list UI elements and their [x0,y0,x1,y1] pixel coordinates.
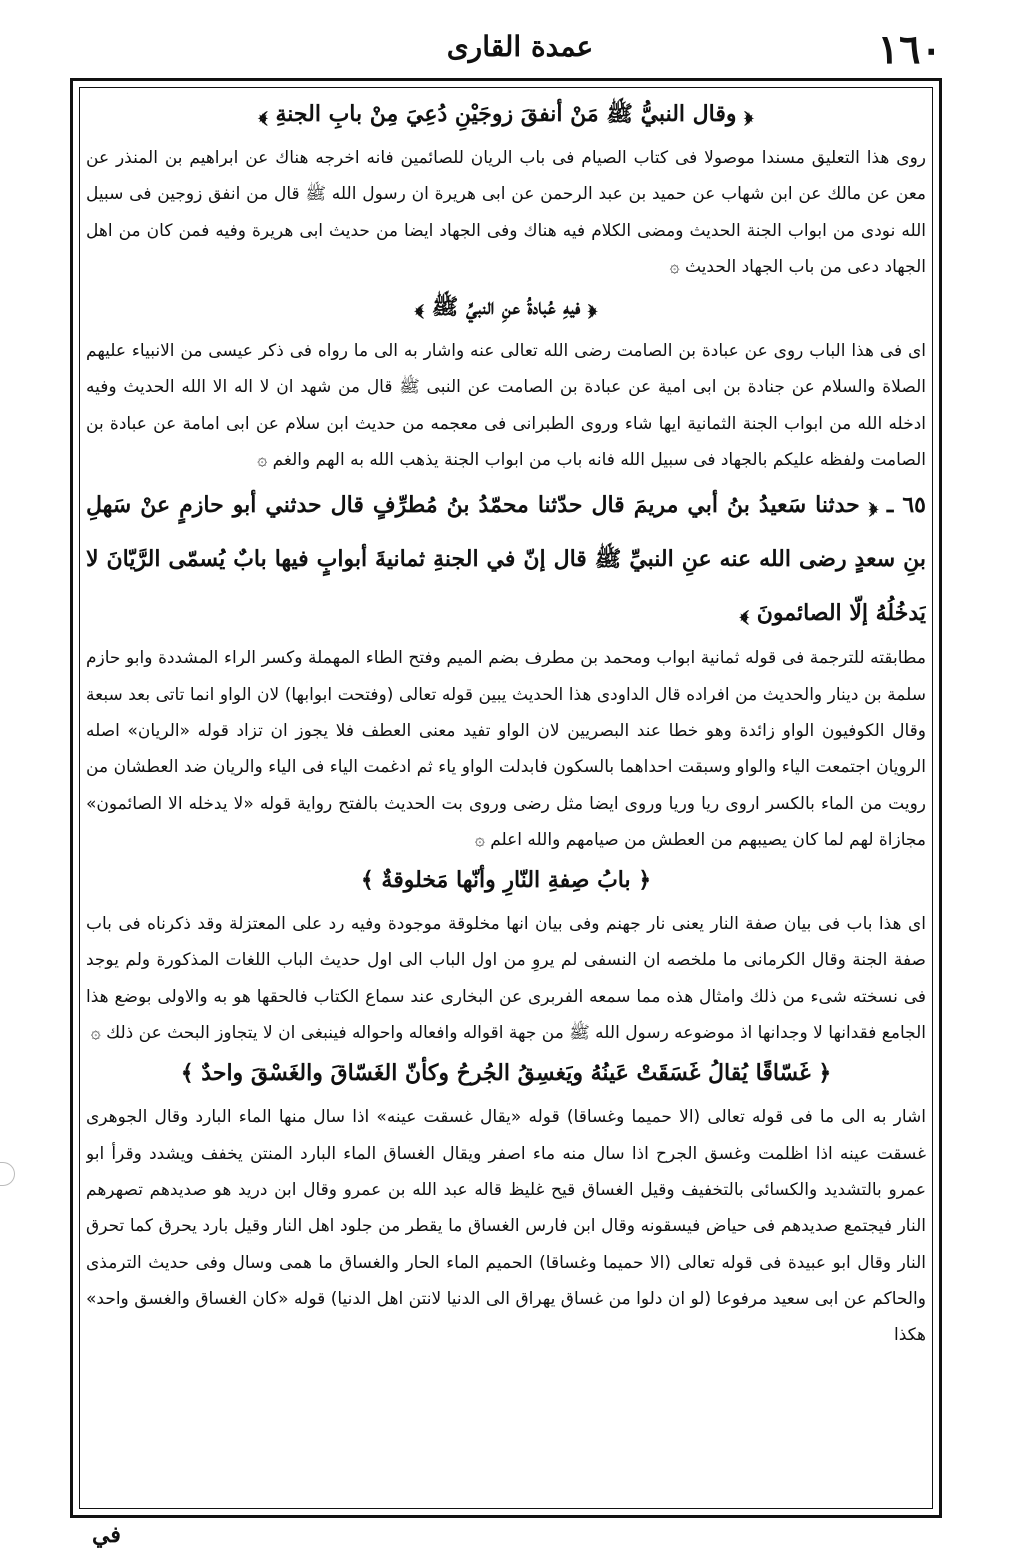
hadith-text: ٦٥ ـ ﴿ حدثنا سَعيدُ بنُ أبي مريمَ قال حدّثنا محمّدُ بنُ مُطرِّفٍ قال حدثني أبو حازمٍ عنْ سَهلِ بنِ سعدٍ رضى الله عنه عنِ النبيِّ ﷺ قال إنّ في الجنةِ ثمانيةَ أبوابٍ فيها بابٌ يُسمّى الرَّيّانَ لا يَدخُلُهُ إلّا الصائمونَ ﴾ [86,492,926,627]
commentary-paragraph: روى هذا التعليق مسندا موصولا فى كتاب الصيام فى باب الريان للصائمين فانه اخرجه هناك عن ابراهيم بن المنذر عن معن عن مالك عن ابن شهاب عن حميد بن عبد الرحمن عن ابى هريرة ان رسول الله ﷺ قال من انفق زوجين فى سبيل الله نودى من ابواب الجنة الحديث ومضى الكلام فيه هناك وفى الجهاد ايضا من حديث ابى هريرة وفيه فمن كان من اهل الجهاد دعى من باب الجهاد الحديث ۞ [86,148,926,277]
section-heading-ghassaq: ﴿ غَسّاقًا يُقالُ غَسَقَتْ عَينُهُ ويَغسِقُ الجُرحُ وكأنّ الغَسّاقَ والغَسْقَ واحدٌ ﴾ [180,1060,832,1087]
page-header [70,22,970,72]
section-heading-fire: ﴿ بابُ صِفةِ النّارِ وأنّها مَخلوقةٌ ﴾ [360,867,652,894]
catchword: في [92,1522,121,1548]
page-number: ١٦٠ [877,26,942,73]
section-heading-ubada: ﴿ فيهِ عُبادةُ عنِ النبيِّ ﷺ ﴾ [415,294,597,321]
main-text [86,92,926,1504]
commentary-paragraph: مطابقته للترجمة فى قوله ثمانية ابواب ومحمد بن مطرف بضم الميم وفتح الطاء المهملة وكسر الراء المشددة وابو حازم سلمة بن دينار والحديث من افراده قال الداودى هذا الحديث يبين قوله تعالى (وفتحت ابوابها) لان الواو انما تاتى بعد سبعة وقال الكوفيون الواو زائدة وهو خطا عند البصريين لان الواو تفيد معنى العطف فلا يجوز ان تزاد قوله «الريان» اصله الرويان اجتمعت الياء والواو وسبقت احداهما بالسكون فابدلت الواو ياء ثم ادغمت الياء فى الياء والريان ضد العطشان من رويت من الماء بالكسر اروى ريا وريا وروى ايضا مثل رضى وروى بت الحديث بالفتح رواية قوله «لا يدخله الا الصائمون» مجازاة لهم لما كان يصيبهم من العطش من صيامهم والله اعلم ۞ [86,648,926,850]
commentary-paragraph: اى هذا باب فى بيان صفة النار يعنى نار جهنم وفى بيان انها مخلوقة موجودة وفيه رد على المعتزلة وقد ذكرناه فى باب صفة الجنة وقال الكرمانى ما ملخصه ان النسفى لم يروِ من اول الباب الى اول حديث الباب اللغات المذكورة ولم يوجد فى نسخته شىء من ذلك وامثال هذه مما سمعه الفربرى عن البخارى عند سماع الكتاب فالحقها هو به والاولى بوضع هذا الجامع فقدانها لا وجدانها اذ موضوعه رسول الله ﷺ من جهة اقواله وافعاله واحواله فينبغى ان لا يتجاوز البحث عن ذلك ۞ [86,914,926,1044]
commentary-paragraph: اشار به الى ما فى قوله تعالى (الا حميما وغساقا) قوله «يقال غسقت عينه» اذا سال منها الماء البارد وقال الجوهرى غسقت عينه اذا اظلمت وغسق الجرح اذا سال منه ماء اصفر ويقال الغساق الماء البارد المنتن يخفف ويشدد وقرأ ابو عمرو بالتشديد والكسائى بالتخفيف وقيل الغساق قيح غليظ قاله عبد الله بن عمرو وقال ابن دريد هو صديدهم تصهرهم النار فيجتمع صديدهم فى حياض فيسقونه وقال ابن فارس الغساق ما يقطر من جلود اهل النار وقيل بارد يحرق كما تحرق النار وقال ابو عبيدة فى قوله تعالى (الا حميما وغساقا) الحميم الماء الحار والغساق ما همى وسال وفى حديث الترمذى والحاكم عن ابى سعيد مرفوعا (لو ان دلوا من غساق يهراق الى الدنيا لانتن اهل الدنيا) قوله «كان الغساق والغسق واحد» هكذا [86,1107,926,1346]
margin-mark [0,1162,15,1186]
commentary-paragraph: اى فى هذا الباب روى عن عبادة بن الصامت رضى الله تعالى عنه واشار به الى ما رواه فى ذكر عيسى من الانبياء عليهم الصلاة والسلام عن جنادة بن ابى امية عن عبادة بن الصامت عن النبى ﷺ قال من شهد ان لا اله الا الله الحديث وفيه ادخله الله من ابواب الجنة الثمانية ايها شاء وروى الطبرانى فى معجمه من حديث ابن سلام عن ابى امامة عن عبادة بن الصامت ولفظه عليكم بالجهاد فى سبيل الله فانه باب من ابواب الجنة يذهب الله به الهم والغم ۞ [86,341,926,471]
running-title: عمدة القارى [446,30,594,63]
section-heading-spending-pair: ﴿ وقال النبيُّ ﷺ مَنْ أنفقَ زوجَيْنِ دُعِيَ مِنْ بابِ الجنةِ ﴾ [258,101,754,127]
